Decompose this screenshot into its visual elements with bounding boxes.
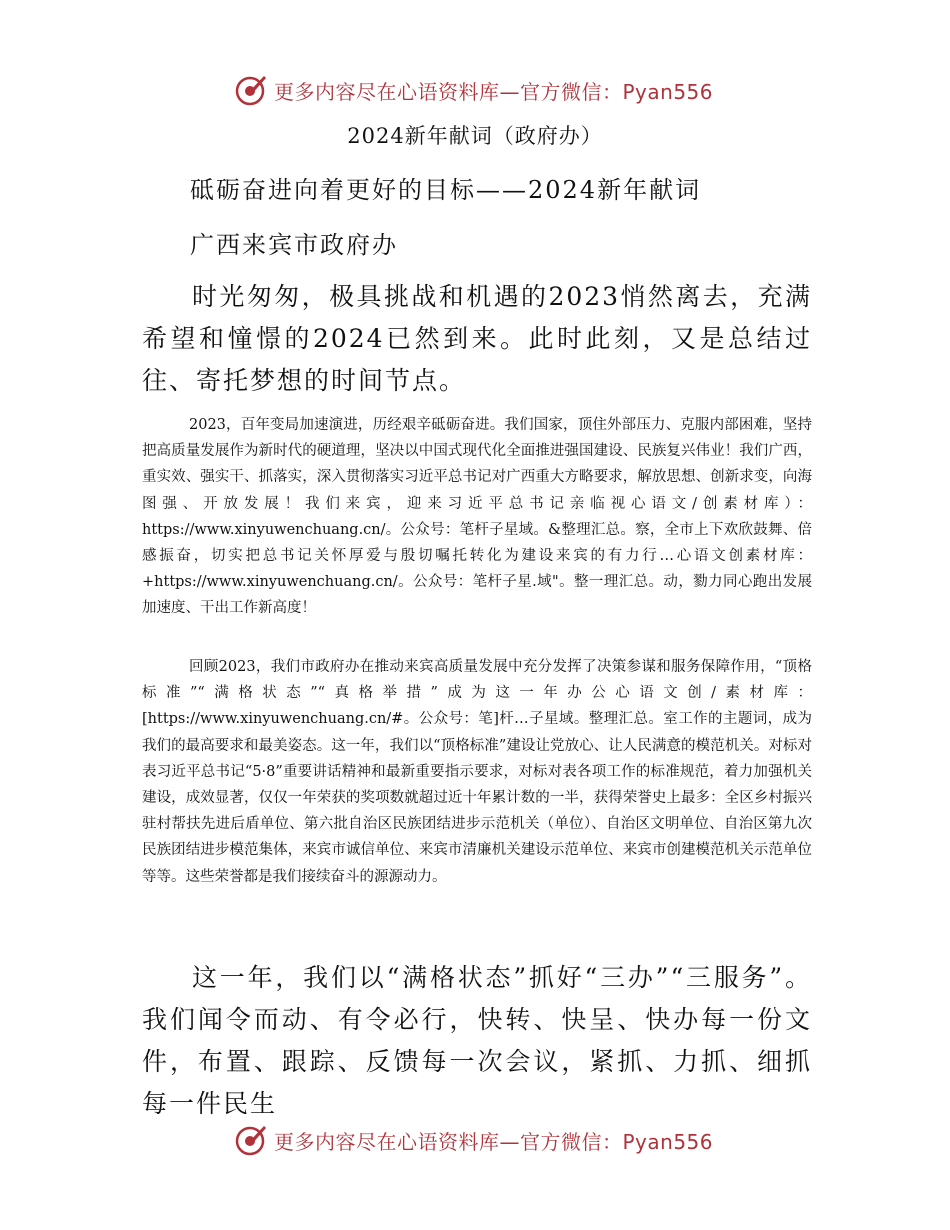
banner-wechat-id: Pyan556: [622, 79, 714, 104]
body-paragraph-1: 2023，百年变局加速演进，历经艰辛砥砺奋进。我们国家，顶住外部压力、克服内部困难，坚持把高质量发展作为新时代的硬道理，坚决以中国式现代化全面推进强国建设、民族复兴伟业！我们广西，重实效、强实干、抓落实，深入贯彻落实习近平总书记对广西重大方略要求，解放思想、创新求变，向海图强、开放发展！我们来宾，迎来习近平总书记亲临视心语文/创素材库）：https://www.xinyuwenchuang.cn/。公众号：笔杆子星域。&整理汇总。察，全市上下欢欣鼓舞、倍感振奋，切实把总书记关怀厚爱与殷切嘱托转化为建设来宾的有力行…心语文创素材库：+https://www.xinyuwenchuang.cn/。公众号：笔杆子星.域"。整一理汇总。动，勠力同心跑出发展加速度、干出工作新高度！: [142, 417, 812, 617]
body-paragraph-2: 回顾2023，我们市政府办在推动来宾高质量发展中充分发挥了决策参谋和服务保障作用，“顶格标准”“满格状态”“真格举措”成为这一年办公心语文创/素材库：[https://www.xinyuwenchuang.cn/#。公众号：笔]杆…子星域。整理汇总。室工作的主题词，成为我们的最高要求和最美姿态。这一年，我们以“顶格标准”建设让党放心、让人民满意的模范机关。对标对表习近平总书记“5·8”重要讲话精神和最新重要指示要求，对标对表各项工作的标准规范，着力加强机关建设，成效显著，仅仅一年荣获的奖项数就超过近十年累计数的一半，获得荣誉史上最多：全区乡村振兴驻村帮扶先进后盾单位、第六批自治区民族团结进步示范机关（单位）、自治区文明单位、自治区第九次民族团结进步模范集体，来宾市诚信单位、来宾市清廉机关建设示范单位、来宾市创建模范机关示范单位等等。这些荣誉都是我们接续奋斗的源源动力。: [142, 659, 812, 885]
footer-banner: [234, 1122, 714, 1158]
intro-paragraph: 时光匆匆，极具挑战和机遇的2023悄然离去，充满希望和憧憬的2024已然到来。此时此刻，又是总结过往、寄托梦想的时间节点。: [142, 282, 812, 395]
banner-label: 更多内容尽在心语资料库—官方微信：: [274, 1129, 623, 1154]
quill-pen-logo: [234, 1123, 268, 1157]
banner-text: [274, 76, 713, 105]
body-paragraph-3: 这一年，我们以“满格状态”抓好“三办”“三服务”。我们闻令而动、有令必行，快转、快呈、快办每一份文件，布置、跟踪、反馈每一次会议，紧抓、力抓、细抓每一件民生: [142, 963, 812, 1118]
header-banner: [234, 72, 714, 108]
banner-label: 更多内容尽在心语资料库—官方微信：: [274, 79, 623, 104]
document-author: 广西来宾市政府办: [190, 231, 398, 259]
quill-pen-logo: [234, 73, 268, 107]
banner-wechat-id: Pyan556: [622, 1129, 714, 1154]
document-title: 2024新年献词（政府办）: [347, 124, 603, 148]
banner-text: [274, 1126, 713, 1155]
document-subtitle: 砥砺奋进向着更好的目标——2024新年献词: [190, 176, 702, 204]
